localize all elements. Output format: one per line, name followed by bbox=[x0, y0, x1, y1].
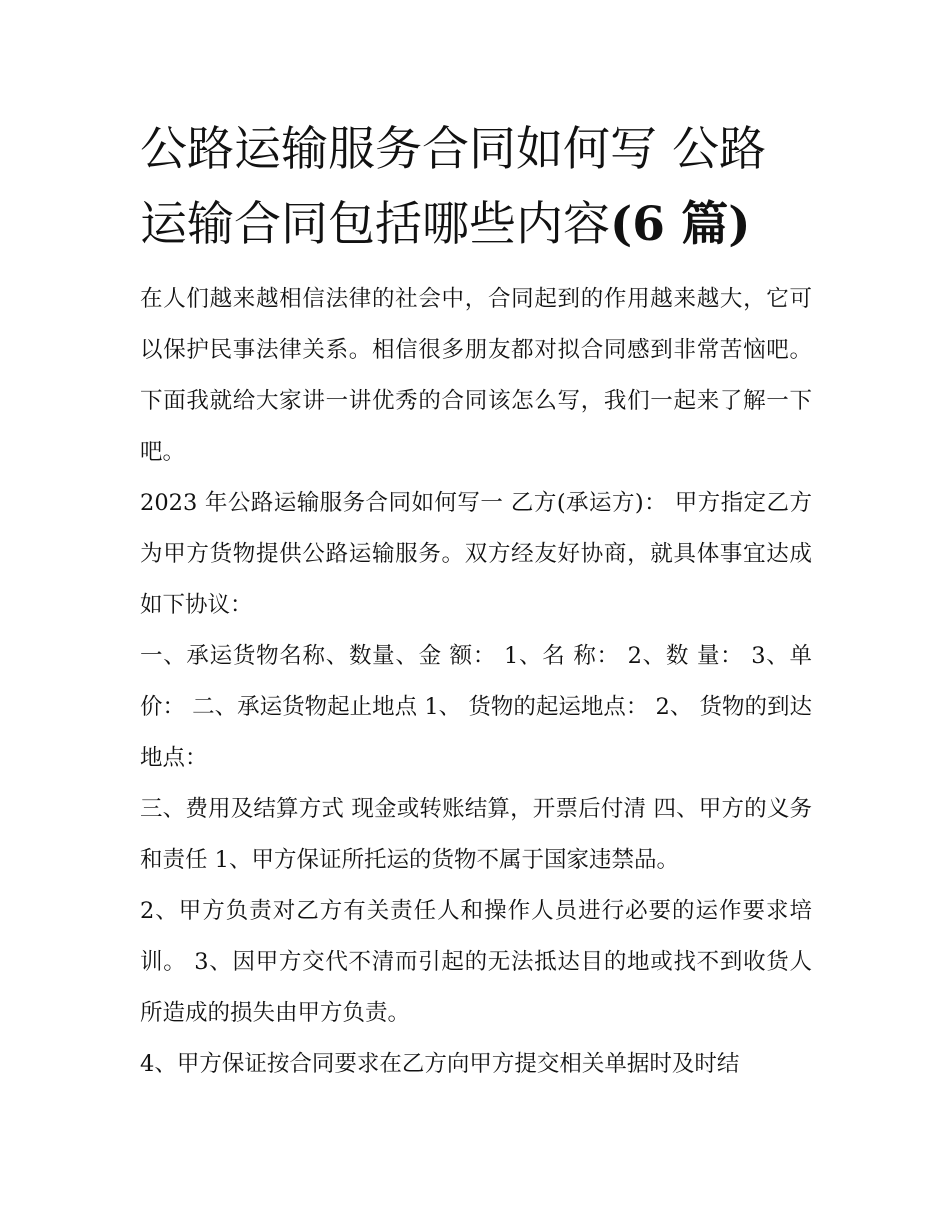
paragraph-payment-obligations: 三、费用及结算方式 现金或转账结算，开票后付清 四、甲方的义务和责任 1、甲方保证所托运的货物不属于国家违禁品。 bbox=[140, 796, 812, 873]
document-title bbox=[140, 112, 812, 262]
paragraph-training-liability: 2、甲方负责对乙方有关责任人和操作人员进行必要的运作要求培训。 3、因甲方交代不清而引起的无法抵达目的地或找不到收货人所造成的损失由甲方负责。 bbox=[140, 898, 812, 1026]
paragraph-goods-info: 一、承运货物名称、数量、金 额： 1、名 称： 2、数 量： 3、单 价： 二、承运货物起止地点 1、 货物的起运地点： 2、 货物的到达地点： bbox=[140, 643, 812, 771]
title-count: (6 篇) bbox=[610, 197, 751, 252]
title-text: 公路运输服务合同如何写 公路运输合同包括哪些内容 bbox=[140, 122, 766, 252]
paragraph-contract-opening: 2023 年公路运输服务合同如何写一 乙方(承运方)： 甲方指定乙方为甲方货物提供公路运输服务。双方经友好协商，就具体事宜达成如下协议： bbox=[140, 490, 812, 618]
document-body bbox=[140, 112, 812, 1090]
paragraph-intro: 在人们越来越相信法律的社会中，合同起到的作用越来越大，它可以保护民事法律关系。相信很多朋友都对拟合同感到非常苦恼吧。下面我就给大家讲一讲优秀的合同该怎么写，我们一起来了解一下吧。 bbox=[140, 286, 812, 465]
paragraph-settlement: 4、甲方保证按合同要求在乙方向甲方提交相关单据时及时结 bbox=[140, 1051, 740, 1077]
